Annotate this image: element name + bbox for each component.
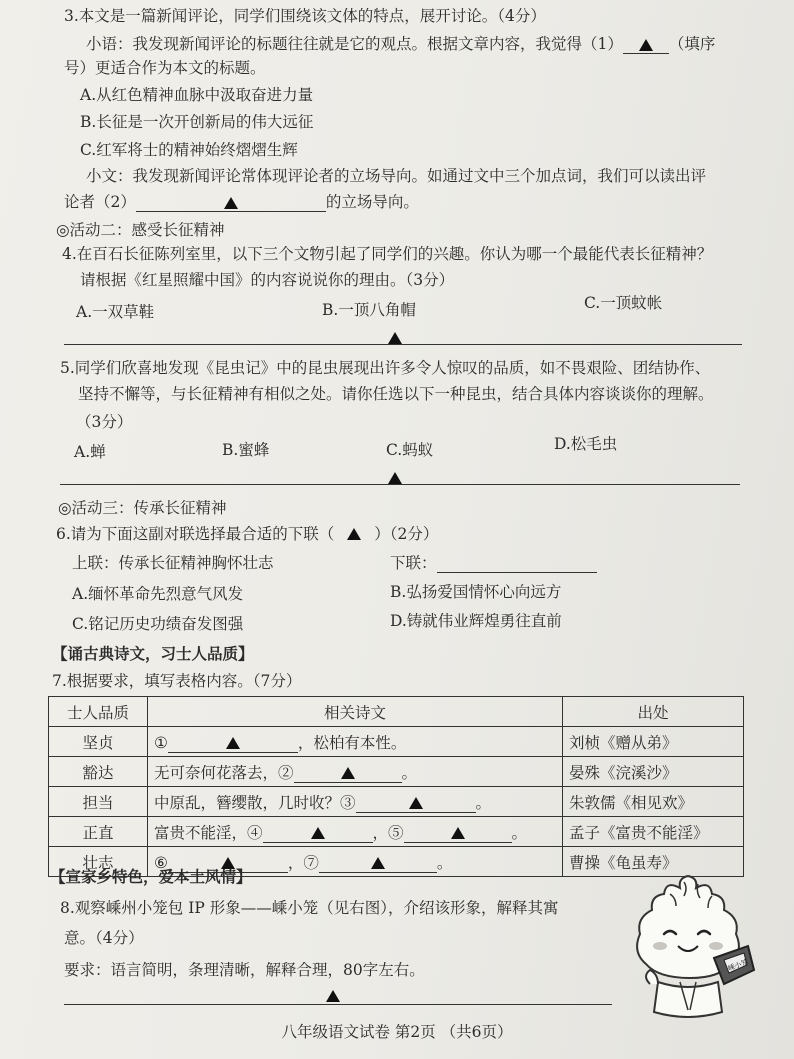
- section-local-heading: 【宣家乡特色，爱本土风情】: [50, 868, 252, 886]
- q3-xiaoyu-text-b: （填序: [668, 35, 716, 53]
- q3-option-c: C.红军将士的精神始终熠熠生辉: [80, 141, 298, 159]
- q4-answer-line[interactable]: [64, 344, 742, 345]
- q7-blank-2[interactable]: [294, 764, 402, 783]
- q7-quality: 壮志: [49, 847, 148, 877]
- q4-option-b: B.一顶八角帽: [322, 301, 416, 319]
- q6-option-c: C.铭记历史功绩奋发图强: [72, 615, 244, 633]
- answer-triangle-icon: [326, 990, 340, 1002]
- q7-poem-cell: [148, 787, 563, 817]
- q4-stem-line1: 4.在百石长征陈列室里，以下三个文物引起了同学们的兴趣。你认为哪一个最能代表长征精神？: [62, 245, 713, 263]
- q3-blank-1[interactable]: [623, 35, 669, 54]
- q8-requirement: 要求：语言简明，条理清晰，解释合理，80字左右。: [64, 961, 425, 979]
- q8-answer-line[interactable]: [64, 1004, 612, 1005]
- q4-option-a: A.一双草鞋: [76, 303, 155, 321]
- answer-triangle-icon: [347, 528, 361, 540]
- answer-triangle-icon: [224, 197, 238, 209]
- q7-header-source: 出处: [563, 697, 744, 727]
- q7-quality: 坚贞: [49, 727, 148, 757]
- xiaolong-mascot-image: [628, 872, 758, 1022]
- q7-quality: 豁达: [49, 757, 148, 787]
- q5-answer-line[interactable]: [60, 484, 740, 485]
- q3-xiaowen-line1: 小文：我发现新闻评论常体现评论者的立场导向。如通过文中三个加点词，我们可以读出评: [86, 167, 707, 185]
- q7-poem-text: ⑥: [154, 853, 168, 872]
- page-footer: 八年级语文试卷 第2页 （共6页）: [281, 1023, 513, 1041]
- q7-source: 曹操《龟虽寿》: [563, 847, 744, 877]
- q7-blank-1[interactable]: [168, 734, 298, 753]
- answer-triangle-icon: [371, 857, 385, 869]
- q3-blank-2[interactable]: [136, 193, 326, 212]
- q7-poem-cell: [148, 757, 563, 787]
- q6-stem-text-b: ）（2分）: [374, 525, 439, 543]
- q7-poem-text: ，⑤: [372, 823, 404, 842]
- q6-lower-label: 下联：: [390, 554, 437, 572]
- answer-triangle-icon: [226, 737, 240, 749]
- q7-poem-text: 。: [475, 793, 492, 812]
- answer-triangle-icon: [639, 39, 653, 51]
- q7-blank-7[interactable]: [319, 854, 437, 873]
- activity3-heading: ◎活动三：传承长征精神: [58, 499, 227, 517]
- q5-stem-line2: 坚持不懈等，与长征精神有相似之处。请你任选以下一种昆虫，结合具体内容谈谈你的理解。: [78, 385, 714, 403]
- q6-upper-couplet: 上联：传承长征精神胸怀壮志: [72, 554, 274, 572]
- q8-stem-line2: 意。（4分）: [64, 929, 144, 947]
- section-poem-heading: 【诵古典诗文，习士人品质】: [52, 645, 254, 663]
- q6-lower-blank[interactable]: [437, 554, 597, 573]
- q7-poem-text: 。: [401, 763, 418, 782]
- q6-choice-blank[interactable]: [334, 524, 374, 544]
- q7-poem-text: ，⑦: [287, 853, 319, 872]
- q6-option-a: A.缅怀革命先烈意气风发: [72, 585, 244, 603]
- q7-poem-text: ，松柏有本性。: [297, 733, 407, 752]
- q7-header-quality: 士人品质: [49, 697, 148, 727]
- answer-triangle-icon: [388, 472, 402, 484]
- answer-triangle-icon: [311, 827, 325, 839]
- q5-score: （3分）: [76, 413, 133, 431]
- q3-xiaoyu-text: 小语：我发现新闻评论的标题往往就是它的观点。根据文章内容，我觉得（1）: [86, 35, 623, 53]
- q7-poem-text: 中原乱，簪缨散，几时收？③: [154, 793, 356, 812]
- answer-triangle-icon: [341, 767, 355, 779]
- q3-xiaowen-text-c: 的立场导向。: [325, 193, 419, 211]
- q7-table-header: [49, 697, 744, 727]
- q6-lower-couplet: [390, 553, 597, 573]
- q5-option-c: C.蚂蚁: [386, 441, 434, 459]
- q3-xiaowen-text: 论者（2）: [64, 193, 136, 211]
- q5-stem-line1: 5.同学们欣喜地发现《昆虫记》中的昆虫展现出许多令人惊叹的品质，如不畏艰险、团结协作、: [60, 359, 711, 377]
- q7-poem-text: 无可奈何花落去，②: [154, 763, 294, 782]
- q7-blank-3[interactable]: [356, 794, 476, 813]
- q7-source: 孟子《富贵不能淫》: [563, 817, 744, 847]
- table-row: [49, 757, 744, 787]
- table-row: [49, 787, 744, 817]
- answer-triangle-icon: [388, 332, 402, 344]
- answer-triangle-icon: [409, 797, 423, 809]
- q4-option-c: C.一顶蚊帐: [584, 294, 663, 312]
- q7-quality: 正直: [49, 817, 148, 847]
- q7-header-poem: 相关诗文: [148, 697, 563, 727]
- q3-stem: 3.本文是一篇新闻评论，同学们围绕该文体的特点，展开讨论。（4分）: [64, 7, 546, 25]
- q3-option-b: B.长征是一次开创新局的伟大远征: [80, 113, 314, 131]
- q7-poem-text: 富贵不能淫，④: [154, 823, 263, 842]
- q7-source: 刘桢《赠从弟》: [563, 727, 744, 757]
- q7-blank-5[interactable]: [404, 824, 512, 843]
- q3-xiaowen-line2: [64, 192, 419, 212]
- q5-option-d: D.松毛虫: [554, 435, 618, 453]
- activity2-heading: ◎活动二：感受长征精神: [56, 221, 225, 239]
- q7-source: 晏殊《浣溪沙》: [563, 757, 744, 787]
- q5-option-b: B.蜜蜂: [222, 441, 270, 459]
- q7-quality: 担当: [49, 787, 148, 817]
- q7-poem-text: 。: [436, 853, 453, 872]
- q7-table: [48, 696, 744, 877]
- q7-poem-text: ①: [154, 733, 168, 752]
- q7-poem-text: 。: [511, 823, 528, 842]
- q8-stem-line1: 8.观察嵊州小笼包 IP 形象——嵊小笼（见右图），介绍该形象，解释其寓: [60, 899, 559, 917]
- q7-stem: 7.根据要求，填写表格内容。（7分）: [52, 672, 302, 690]
- q3-xiaoyu-line1: [86, 34, 715, 54]
- q7-poem-cell: [148, 727, 563, 757]
- q6-option-d: D.铸就伟业辉煌勇往直前: [390, 612, 562, 630]
- q6-option-b: B.弘扬爱国情怀心向远方: [390, 583, 562, 601]
- q7-blank-4[interactable]: [263, 824, 373, 843]
- q5-option-a: A.蝉: [74, 443, 106, 461]
- q3-xiaoyu-line2: 号）更适合作为本文的标题。: [64, 59, 266, 77]
- table-row: [49, 727, 744, 757]
- q7-poem-cell: [148, 817, 563, 847]
- q6-stem-text: 6.请为下面这副对联选择最合适的下联（: [56, 525, 335, 543]
- q3-option-a: A.从红色精神血脉中汲取奋进力量: [80, 86, 314, 104]
- mascot-fan-label: 嵊小笼: [726, 958, 750, 973]
- table-row: [49, 817, 744, 847]
- answer-triangle-icon: [451, 827, 465, 839]
- q6-stem: [56, 524, 438, 544]
- q4-stem-line2: 请根据《红星照耀中国》的内容说说你的理由。（3分）: [80, 271, 455, 289]
- q7-source: 朱敦儒《相见欢》: [563, 787, 744, 817]
